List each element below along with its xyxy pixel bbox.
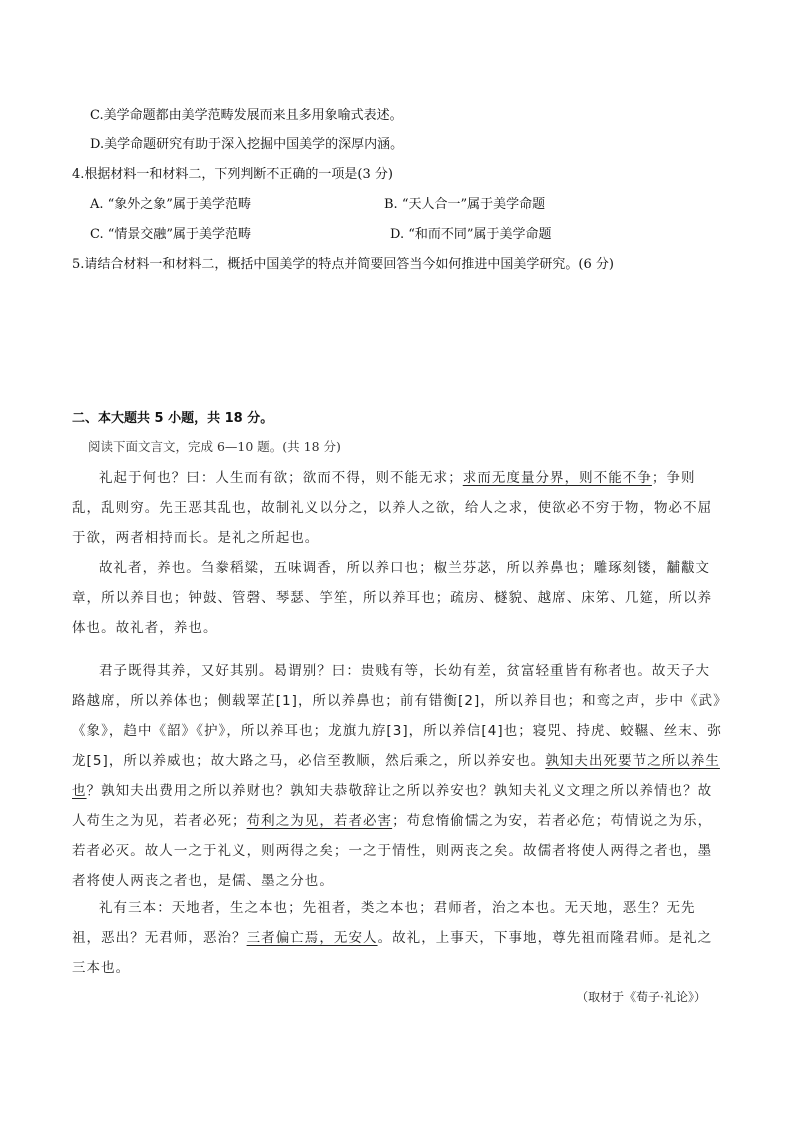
q4-option-b: B. “天人合一”属于美学命题 [384,197,546,212]
passage-text: ；苟怠惰偷懦之为安，若者必危；苟情说之为乐，若者必灭。故人一之于礼义，则两得之矣；一之于情性，则两丧之矣。故儒者将使人两得之者也，墨者将使人两丧之者也，是儒、墨之分也。 [72,813,713,889]
question-4: 4.根据材料一和材料二，下列判断不正确的一项是(3 分) [72,167,393,182]
passage-text: ？孰知夫出费用之所以养财也？孰知夫恭敬辞让之所以养安也？孰知夫礼义文理之所以养情也？故人苟生之为见，若者必死； [72,783,713,829]
underlined-sentence: 苟利之为见，若者必害 [246,813,393,829]
passage-text: ；争则乱，乱则穷。先王恶其乱也，故制礼义以分之，以养人之欲，给人之求，使欲必不穷于物，物必不屈于欲，两者相持而长。是礼之所起也。 [72,470,713,546]
option-c: C.美学命题都由美学范畴发展而来且多用象喻式表述。 [90,108,403,123]
q4-option-a: A. “象外之象”属于美学范畴 [90,197,251,212]
passage-text: 礼起于何也？曰：人生而有欲；欲而不得，则不能无求； [99,470,463,486]
q4-option-c: C. “情景交融”属于美学范畴 [90,227,252,242]
underlined-sentence: 孰知夫出死要节之所以养生也 [72,753,720,799]
passage-text: 君子既得其养，又好其别。曷谓别？曰：贵贱有等，长幼有差，贫富轻重皆有称者也。故天子大路越席，所以养体也；侧载睪芷[1]，所以养鼻也；前有错衡[2]，所以养目也；和鸾之声，步中《武》《象》，趋中《韶》《护》，所以养耳也；龙旗九斿[3]，所以养信[4]也；寝兕、持虎、蛟韅、丝末、弥龙[5]，所以养威也；故大路之马，必信至教顺，然后乘之，所以养安也。 [72,663,722,769]
underlined-sentence: 三者偏亡焉，无安人 [246,930,378,946]
source-citation: （取材于《荀子·礼论》） [576,990,706,1004]
passage-text: 。故礼，上事天，下事地，尊先祖而隆君师。是礼之三本也。 [72,930,713,976]
passage-paragraph-1 [72,463,722,553]
q4-option-d: D. “和而不同”属于美学命题 [390,227,552,242]
passage-paragraph-4 [72,893,722,983]
passage-text: 礼有三本：天地者，生之本也；先祖者，类之本也；君师者，治之本也。无天地，恶生？无先祖，恶出？无君师，恶治？ [72,900,696,946]
passage-text: 故礼者，养也。刍豢稻粱，五味调香，所以养口也；椒兰芬苾，所以养鼻也；雕琢刻镂，黼黻文章，所以养目也；钟鼓、管磬、琴瑟、竽笙，所以养耳也；疏房、檖貌、越席、床笫、几筵，所以养体也。故礼者，养也。 [72,560,713,636]
passage-paragraph-3 [72,656,722,896]
section-intro: 阅读下面文言文，完成 6—10 题。(共 18 分) [88,439,341,454]
passage-paragraph-2 [72,553,722,643]
question-5: 5.请结合材料一和材料二，概括中国美学的特点并简要回答当今如何推进中国美学研究。(6 分) [72,257,614,272]
underlined-sentence: 求而无度量分界，则不能不争 [462,470,652,486]
section-title: 二、本大题共 5 小题，共 18 分。 [72,411,274,426]
option-d: D.美学命题研究有助于深入挖掘中国美学的深厚内涵。 [90,137,404,152]
